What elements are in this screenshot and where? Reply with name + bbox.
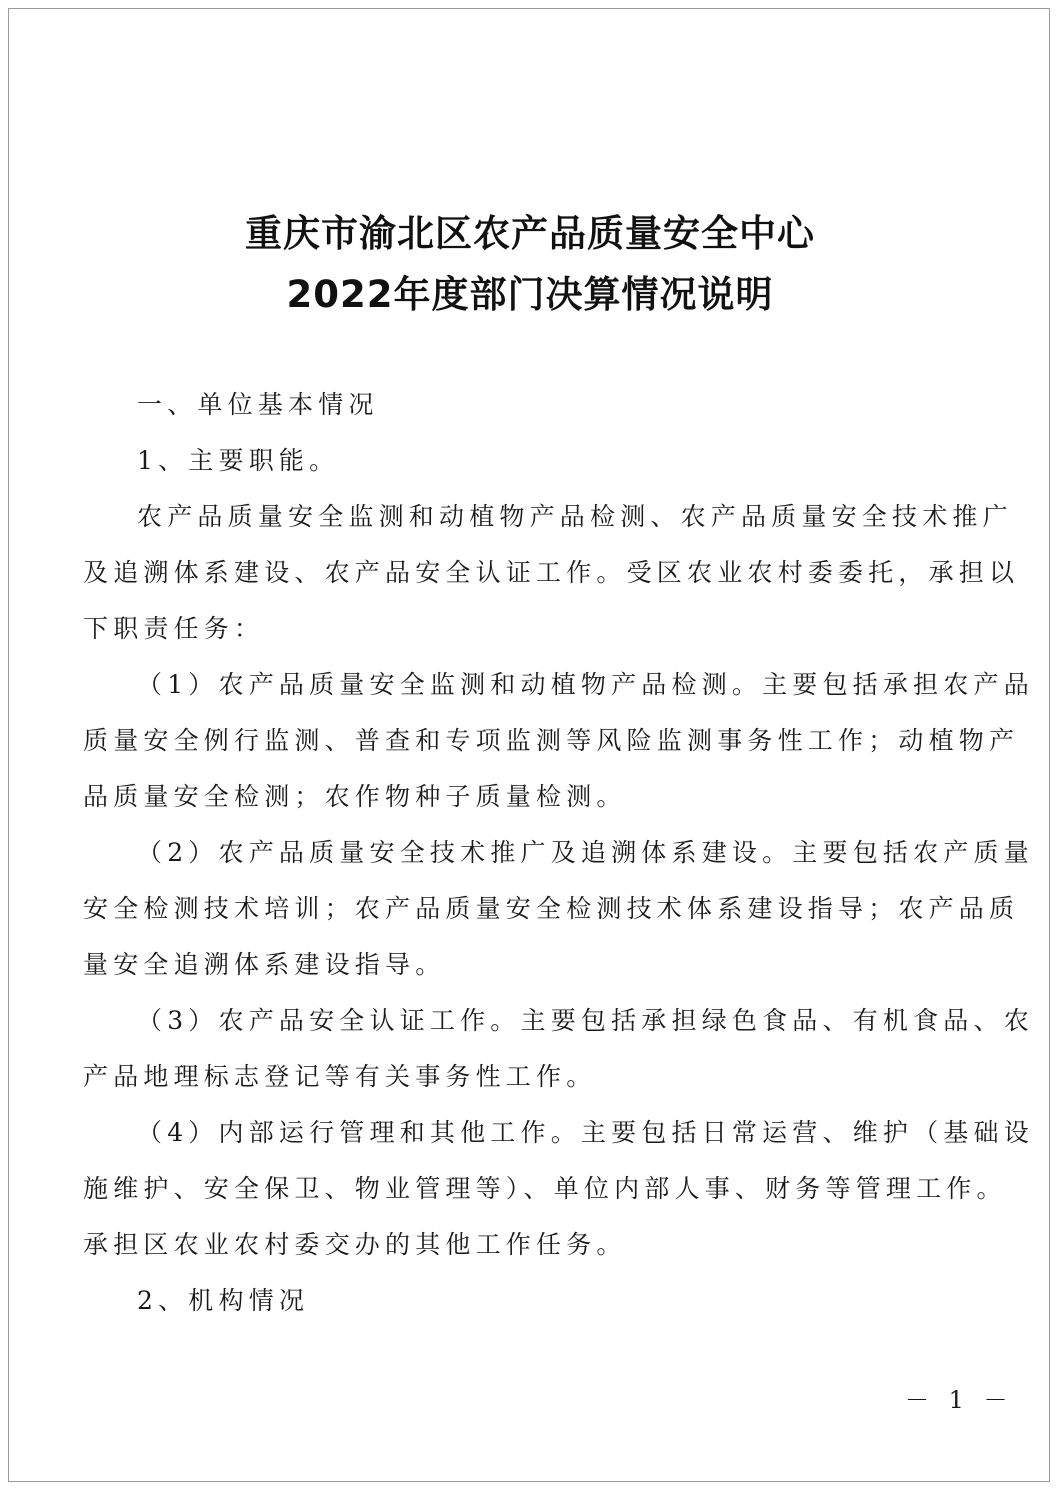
paragraph-line: 下职责任务： xyxy=(83,614,265,643)
document-body xyxy=(83,377,1034,1329)
paragraph-line: 量安全追溯体系建设指导。 xyxy=(83,950,446,979)
paragraph-line: （1）农产品质量安全监测和动植物产品检测。主要包括承担农产品 xyxy=(137,670,1034,699)
paragraph-line: （4）内部运行管理和其他工作。主要包括日常运营、维护（基础设 xyxy=(137,1118,1034,1147)
subsection-heading: 1、主要职能。 xyxy=(137,446,340,475)
paragraph-line: 质量安全例行监测、普查和专项监测等风险监测事务性工作；动植物产 xyxy=(83,726,1020,755)
document-title-line1: 重庆市渝北区农产品质量安全中心 xyxy=(245,212,815,255)
subsection-heading: 2、机构情况 xyxy=(137,1286,310,1315)
paragraph-line: 品质量安全检测；农作物种子质量检测。 xyxy=(83,782,627,811)
paragraph-line: 承担区农业农村委交办的其他工作任务。 xyxy=(83,1230,627,1259)
page-number: － 1 － xyxy=(905,1386,1014,1414)
paragraph-line: 施维护、安全保卫、物业管理等）、单位内部人事、财务等管理工作。 xyxy=(83,1174,1007,1203)
paragraph-line: 及追溯体系建设、农产品安全认证工作。受区农业农村委委托，承担以 xyxy=(83,558,1020,587)
document-title-line2: 2022年度部门决算情况说明 xyxy=(286,273,774,316)
section-heading: 一、单位基本情况 xyxy=(137,390,379,419)
paragraph-line: （3）农产品安全认证工作。主要包括承担绿色食品、有机食品、农 xyxy=(137,1006,1034,1035)
paragraph-line: 农产品质量安全监测和动植物产品检测、农产品质量安全技术推广 xyxy=(137,502,1013,531)
paragraph-line: 安全检测技术培训；农产品质量安全检测技术体系建设指导；农产品质 xyxy=(83,894,1020,923)
paragraph-line: 产品地理标志登记等有关事务性工作。 xyxy=(83,1062,597,1091)
paragraph-line: （2）农产品质量安全技术推广及追溯体系建设。主要包括农产质量 xyxy=(137,838,1034,867)
